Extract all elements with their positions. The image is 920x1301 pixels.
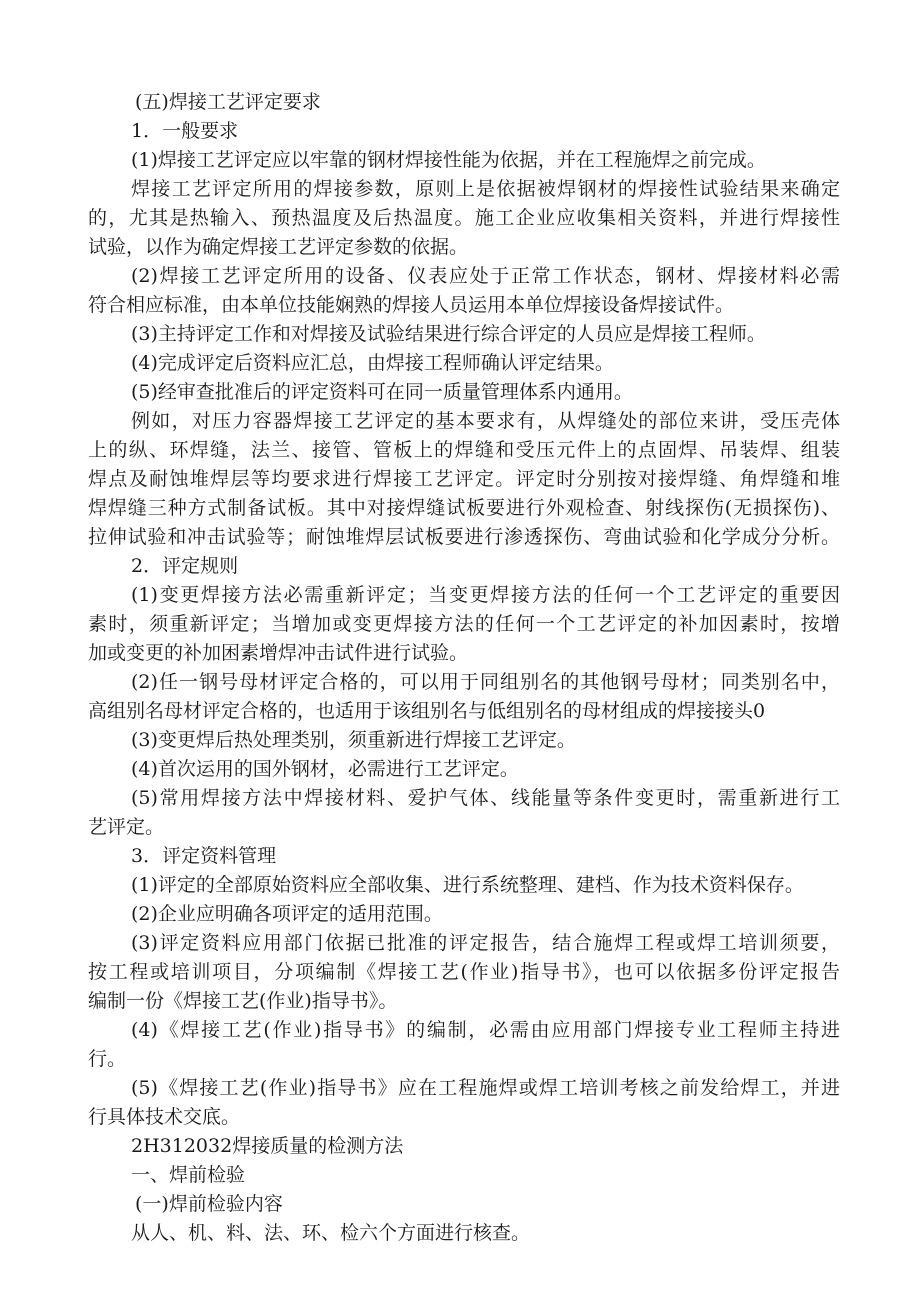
- paragraph-line: (3)变更焊后热处理类别，须重新进行焊接工艺评定。: [131, 729, 576, 751]
- section-heading-5: (五)焊接工艺评定要求: [135, 91, 321, 113]
- paragraph-line: (1)变更焊接方法必需重新评定；当变更焊接方法的任何一个工艺评定的重要因: [131, 584, 840, 606]
- paragraph-line: (2)企业应明确各项评定的适用范围。: [131, 903, 443, 925]
- paragraph-line: 上的纵、环焊缝，法兰、接管、管板上的焊缝和受压元件上的点固焊、吊装焊、组装: [88, 439, 840, 461]
- paragraph-line: (3)评定资料应用部门依据已批准的评定报告，结合施焊工程或焊工培训须要，: [131, 932, 840, 954]
- paragraph-line: 符合相应标准，由本单位技能娴熟的焊接人员运用本单位焊接设备焊接试件。: [88, 294, 735, 316]
- paragraph-line: 加或变更的补加困素增焊冲击试件进行试验。: [88, 642, 469, 664]
- subheading-records-management: 3．评定资料管理: [131, 845, 277, 867]
- subheading-evaluation-rules: 2．评定规则: [131, 555, 239, 577]
- paragraph-line: (4)首次运用的国外钢材，必需进行工艺评定。: [131, 758, 519, 780]
- paragraph-line: 焊焊缝三种方式制备试板。其中对接焊缝试板要进行外观检查、射线探伤(无损探伤)、: [88, 497, 840, 519]
- paragraph-line: 行。: [88, 1048, 127, 1070]
- paragraph-line: 例如，对压力容器焊接工艺评定的基本要求有，从焊缝处的部位来讲，受压壳体: [131, 410, 840, 432]
- paragraph-line: 试验，以作为确定焊接工艺评定参数的依据。: [88, 236, 469, 258]
- paragraph-line: 艺评定。: [88, 816, 165, 838]
- paragraph-line: 按工程或培训项目，分项编制《焊接工艺(作业)指导书》，也可以依据多份评定报告: [88, 961, 840, 983]
- subheading-inspection-content: (一)焊前检验内容: [135, 1193, 283, 1215]
- paragraph-line: (5)经审查批准后的评定资料可在同一质量管理体系内通用。: [131, 381, 633, 403]
- paragraph-line: 焊接工艺评定所用的焊接参数，原则上是依据被焊钢材的焊接性试验结果来确定: [131, 178, 840, 200]
- section-heading-pre-weld: 一、焊前检验: [131, 1164, 246, 1186]
- paragraph-line: 行具体技术交底。: [88, 1106, 241, 1128]
- paragraph-line: 从人、机、料、法、环、检六个方面进行核查。: [131, 1222, 531, 1244]
- paragraph-line: (2)任一钢号母材评定合格的，可以用于同组别名的其他钢号母材；同类别名中，: [131, 671, 840, 693]
- paragraph-line: (2)焊接工艺评定所用的设备、仪表应处于正常工作状态，钢材、焊接材料必需: [131, 265, 840, 287]
- section-heading-code: 2H312032焊接质量的检测方法: [131, 1135, 404, 1157]
- subheading-general-requirements: 1．一般要求: [131, 120, 239, 142]
- paragraph-line: (5)常用焊接方法中焊接材料、爱护气体、线能量等条件变更时，需重新进行工: [131, 787, 840, 809]
- paragraph-line: (5)《焊接工艺(作业)指导书》应在工程施焊或焊工培训考核之前发给焊工，并进: [131, 1077, 840, 1099]
- paragraph-line: 的，尤其是热输入、预热温度及后热温度。施工企业应收集相关资料，并进行焊接性: [88, 207, 840, 229]
- paragraph-line: (3)主持评定工作和对焊接及试验结果进行综合评定的人员应是焊接工程师。: [131, 323, 766, 345]
- paragraph-line: (4)《焊接工艺(作业)指导书》的编制，必需由应用部门焊接专业工程师主持进: [131, 1019, 840, 1041]
- paragraph-line: 编制一份《焊接工艺(作业)指导书》。: [88, 990, 398, 1012]
- paragraph-line: 焊点及耐蚀堆焊层等均要求进行焊接工艺评定。评定时分别按对接焊缝、角焊缝和堆: [88, 468, 840, 490]
- paragraph-line: 拉伸试验和冲击试验等；耐蚀堆焊层试板要进行渗透探伤、弯曲试验和化学成分分析。: [88, 526, 840, 548]
- paragraph-line: (1)焊接工艺评定应以牢靠的钢材焊接性能为依据，并在工程施焊之前完成。: [131, 149, 766, 171]
- paragraph-line: 高组别名母材评定合格的，也适用于该组别名与低组别名的母材组成的焊接接头0: [88, 700, 766, 722]
- paragraph-line: (1)评定的全部原始资料应全部收集、进行系统整理、建档、作为技术资料保存。: [131, 874, 804, 896]
- paragraph-line: 素时，须重新评定；当增加或变更焊接方法的任何一个工艺评定的补加因素时，按增: [88, 613, 840, 635]
- paragraph-line: (4)完成评定后资料应汇总，由焊接工程师确认评定结果。: [131, 352, 614, 374]
